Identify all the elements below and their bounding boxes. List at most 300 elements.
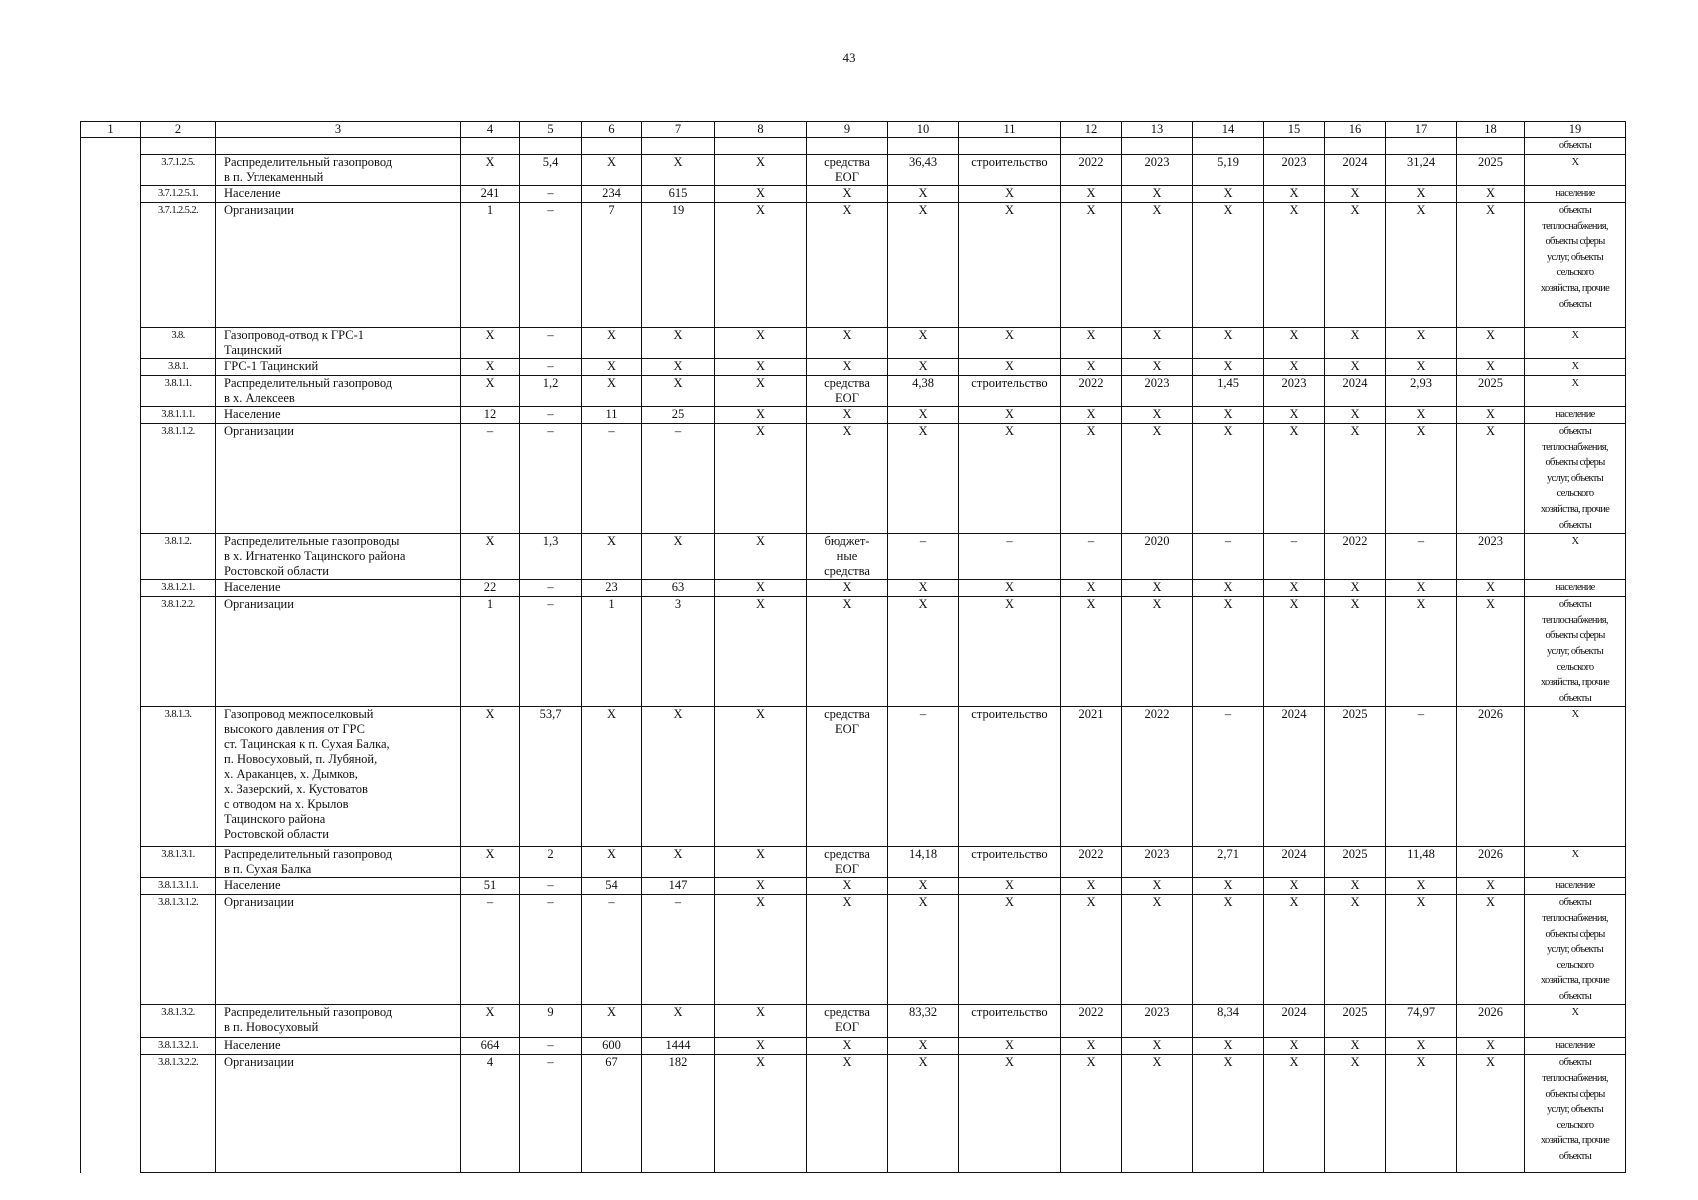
table-cell: X — [888, 424, 959, 534]
table-cell: объекты — [1525, 138, 1626, 155]
table-row — [81, 407, 1626, 424]
table-cell: Газопровод межпоселковый высокого давления от ГРС ст. Тацинская к п. Сухая Балка, п. Новосуховый, п. Лубяной, х. Араканцев, х. Дымков, х. Зазерский, х. Кустоватов с отводом на х. Крылов Тацинского района Ростовской области — [216, 707, 461, 847]
table-cell: – — [520, 1055, 582, 1173]
table-cell: 2024 — [1325, 155, 1386, 186]
table-cell: X — [461, 155, 520, 186]
table-cell: население — [1525, 186, 1626, 203]
table-cell: 2023 — [1122, 847, 1193, 878]
table-cell: X — [1193, 878, 1264, 895]
table-cell: средства ЕОГ — [807, 1005, 888, 1038]
table-cell: 2024 — [1264, 707, 1325, 847]
table-cell: 74,97 — [1386, 1005, 1457, 1038]
table-cell: X — [807, 359, 888, 376]
table-cell: X — [1525, 534, 1626, 580]
table-cell: X — [807, 328, 888, 359]
table-cell: 2024 — [1264, 847, 1325, 878]
table-cell: X — [642, 155, 715, 186]
table-row — [81, 424, 1626, 534]
table-cell: X — [1457, 580, 1525, 597]
table-cell: X — [461, 359, 520, 376]
table-cell: – — [1061, 534, 1122, 580]
table-cell: X — [582, 847, 642, 878]
table-cell — [216, 138, 461, 155]
table-cell: X — [1457, 407, 1525, 424]
table-row — [81, 1005, 1626, 1038]
table-cell: X — [1193, 328, 1264, 359]
table-cell: X — [888, 203, 959, 328]
header-cell: 5 — [520, 122, 582, 138]
table-cell: X — [1457, 359, 1525, 376]
table-cell: X — [1386, 1055, 1457, 1173]
table-cell: X — [959, 328, 1061, 359]
table-cell — [1122, 138, 1193, 155]
table-cell: Население — [216, 186, 461, 203]
table-cell: 2023 — [1264, 155, 1325, 186]
table-cell: X — [1325, 580, 1386, 597]
table-cell: X — [888, 597, 959, 707]
table-cell: X — [1386, 424, 1457, 534]
table-cell: X — [1193, 407, 1264, 424]
table-cell: X — [959, 580, 1061, 597]
table-cell: бюджет- ные средства — [807, 534, 888, 580]
table-cell: X — [1457, 186, 1525, 203]
table-cell: X — [461, 847, 520, 878]
header-cell: 18 — [1457, 122, 1525, 138]
table-row — [81, 203, 1626, 328]
table-cell — [1325, 138, 1386, 155]
table-cell: X — [461, 376, 520, 407]
table-row — [81, 580, 1626, 597]
header-cell: 1 — [81, 122, 141, 138]
table-cell: X — [461, 328, 520, 359]
table-cell: X — [642, 707, 715, 847]
table-cell: X — [1122, 407, 1193, 424]
table-row — [81, 1038, 1626, 1055]
table-cell: X — [1264, 597, 1325, 707]
table-cell: – — [888, 707, 959, 847]
table-cell: 67 — [582, 1055, 642, 1173]
table-row — [81, 895, 1626, 1005]
table-cell: Население — [216, 878, 461, 895]
table-cell: X — [959, 1038, 1061, 1055]
table-row — [81, 138, 1626, 155]
header-cell: 15 — [1264, 122, 1325, 138]
table-cell: 3.8.1.3.1. — [141, 847, 216, 878]
table-cell: X — [1193, 203, 1264, 328]
table-cell: X — [642, 328, 715, 359]
table-row — [81, 186, 1626, 203]
table-cell: строительство — [959, 155, 1061, 186]
table-cell: средства ЕОГ — [807, 155, 888, 186]
table-cell: X — [1061, 895, 1122, 1005]
table-cell: – — [520, 1038, 582, 1055]
table-cell: X — [1386, 878, 1457, 895]
table-cell: 53,7 — [520, 707, 582, 847]
table-cell: X — [1193, 597, 1264, 707]
table-cell: X — [582, 534, 642, 580]
table-cell: X — [642, 534, 715, 580]
table-cell: 3.8.1.1.2. — [141, 424, 216, 534]
table-cell: X — [1325, 597, 1386, 707]
table-cell: X — [715, 186, 807, 203]
table-row — [81, 155, 1626, 186]
table-cell: X — [1061, 186, 1122, 203]
header-cell: 9 — [807, 122, 888, 138]
table-cell: 54 — [582, 878, 642, 895]
table-cell: 2022 — [1061, 376, 1122, 407]
table-cell: X — [1122, 359, 1193, 376]
table-cell: X — [1386, 328, 1457, 359]
table-cell: X — [715, 580, 807, 597]
table-cell: X — [1193, 580, 1264, 597]
table-cell: X — [807, 203, 888, 328]
table-cell: X — [1264, 186, 1325, 203]
table-cell: 2025 — [1457, 155, 1525, 186]
table-cell: 3.8.1.2. — [141, 534, 216, 580]
table-cell: X — [1386, 359, 1457, 376]
table-cell: X — [959, 878, 1061, 895]
header-cell: 16 — [1325, 122, 1386, 138]
table-cell: X — [1525, 328, 1626, 359]
table-cell: 2024 — [1325, 376, 1386, 407]
table-cell: X — [888, 1055, 959, 1173]
table-cell: X — [959, 407, 1061, 424]
table-cell: 2 — [520, 847, 582, 878]
table-cell: Население — [216, 1038, 461, 1055]
table-cell: – — [1386, 534, 1457, 580]
table-cell: X — [582, 359, 642, 376]
table-row — [81, 1055, 1626, 1173]
table-cell: – — [520, 580, 582, 597]
table-cell: X — [1061, 328, 1122, 359]
table-cell: – — [642, 895, 715, 1005]
table-cell: X — [1525, 376, 1626, 407]
table-cell: 234 — [582, 186, 642, 203]
table-cell: 5,19 — [1193, 155, 1264, 186]
table-cell: X — [1386, 407, 1457, 424]
table-cell: 664 — [461, 1038, 520, 1055]
header-cell: 8 — [715, 122, 807, 138]
table-cell: 2,93 — [1386, 376, 1457, 407]
table-cell: X — [715, 155, 807, 186]
table-cell: X — [1386, 580, 1457, 597]
table-cell: – — [520, 359, 582, 376]
table-cell: X — [959, 203, 1061, 328]
table-cell: X — [1193, 424, 1264, 534]
table-cell: население — [1525, 878, 1626, 895]
table-cell: X — [888, 407, 959, 424]
table-cell: X — [959, 186, 1061, 203]
table-cell: 19 — [642, 203, 715, 328]
table-cell: X — [1525, 1005, 1626, 1038]
table-cell: – — [461, 424, 520, 534]
table-cell: X — [1325, 1055, 1386, 1173]
table-cell: 11 — [582, 407, 642, 424]
table-cell: X — [1264, 1055, 1325, 1173]
table-cell: 7 — [582, 203, 642, 328]
table-cell: X — [807, 597, 888, 707]
table-cell — [582, 138, 642, 155]
table-cell: X — [582, 376, 642, 407]
table-cell: Организации — [216, 597, 461, 707]
table-cell: X — [1325, 895, 1386, 1005]
table-cell: X — [1122, 186, 1193, 203]
table-cell: 2024 — [1264, 1005, 1325, 1038]
table-cell: X — [888, 359, 959, 376]
table-cell: 14,18 — [888, 847, 959, 878]
table-cell: – — [1386, 707, 1457, 847]
table-cell: X — [715, 895, 807, 1005]
table-cell: 51 — [461, 878, 520, 895]
table-cell: X — [1457, 1038, 1525, 1055]
table-cell: X — [715, 407, 807, 424]
table-cell: 9 — [520, 1005, 582, 1038]
table-cell: X — [1457, 878, 1525, 895]
header-row — [81, 122, 1626, 138]
header-cell: 7 — [642, 122, 715, 138]
table-cell: средства ЕОГ — [807, 376, 888, 407]
table-cell: X — [1457, 424, 1525, 534]
table-cell: 83,32 — [888, 1005, 959, 1038]
table-cell: 3.7.1.2.5.2. — [141, 203, 216, 328]
table-cell: X — [888, 895, 959, 1005]
table-cell: X — [1193, 895, 1264, 1005]
table-cell: X — [715, 878, 807, 895]
table-cell: объекты теплоснабжения, объекты сферы услуг, объекты сельского хозяйства, прочие объекты — [1525, 597, 1626, 707]
table-cell: 3.8.1.1.1. — [141, 407, 216, 424]
table-cell: X — [1061, 424, 1122, 534]
table-cell: объекты теплоснабжения, объекты сферы услуг, объекты сельского хозяйства, прочие объекты — [1525, 1055, 1626, 1173]
header-cell: 3 — [216, 122, 461, 138]
table-cell: – — [888, 534, 959, 580]
table-cell: – — [520, 424, 582, 534]
table-row — [81, 359, 1626, 376]
table-cell: строительство — [959, 847, 1061, 878]
table-cell: Организации — [216, 203, 461, 328]
table-cell: 615 — [642, 186, 715, 203]
table-cell: 5,4 — [520, 155, 582, 186]
table-cell: 2022 — [1061, 847, 1122, 878]
table-cell: 3.8.1. — [141, 359, 216, 376]
table-cell: X — [1457, 895, 1525, 1005]
table-cell: 3.8.1.2.1. — [141, 580, 216, 597]
table-cell: X — [888, 1038, 959, 1055]
table-cell: 3.8.1.3.2.2. — [141, 1055, 216, 1173]
table-cell: X — [1325, 878, 1386, 895]
table-cell: X — [461, 707, 520, 847]
table-cell: X — [642, 359, 715, 376]
table-cell: ГРС-1 Тацинский — [216, 359, 461, 376]
table-row — [81, 707, 1626, 847]
table-cell: X — [1264, 580, 1325, 597]
table-cell: X — [1264, 895, 1325, 1005]
table-cell: объекты теплоснабжения, объекты сферы услуг, объекты сельского хозяйства, прочие объекты — [1525, 895, 1626, 1005]
table-cell: 3.8.1.1. — [141, 376, 216, 407]
data-table — [80, 121, 1626, 1173]
table-cell: – — [520, 407, 582, 424]
table-cell: 31,24 — [1386, 155, 1457, 186]
table-cell: X — [715, 376, 807, 407]
table-cell: 2023 — [1122, 376, 1193, 407]
table-cell: X — [1122, 203, 1193, 328]
table-cell: 3.8.1.2.2. — [141, 597, 216, 707]
table-cell — [959, 138, 1061, 155]
table-cell: X — [642, 1005, 715, 1038]
table-cell: 3.8.1.3.2.1. — [141, 1038, 216, 1055]
table-row — [81, 597, 1626, 707]
table-cell: X — [715, 328, 807, 359]
table-cell: X — [715, 534, 807, 580]
table-cell: Распределительный газопровод в х. Алексеев — [216, 376, 461, 407]
table-cell — [715, 138, 807, 155]
table-cell: 2022 — [1061, 155, 1122, 186]
table-cell-col1 — [81, 138, 141, 1173]
table-cell: X — [807, 407, 888, 424]
table-cell: X — [807, 424, 888, 534]
table-cell: 2022 — [1061, 1005, 1122, 1038]
table-cell: X — [1122, 328, 1193, 359]
table-cell: X — [1525, 847, 1626, 878]
table-cell: строительство — [959, 1005, 1061, 1038]
table-cell: 1444 — [642, 1038, 715, 1055]
table-cell: – — [520, 895, 582, 1005]
table-cell: 1,3 — [520, 534, 582, 580]
table-cell: X — [1325, 359, 1386, 376]
table-cell: X — [807, 186, 888, 203]
table-cell: объекты теплоснабжения, объекты сферы услуг, объекты сельского хозяйства, прочие объекты — [1525, 203, 1626, 328]
table-cell: 1 — [461, 597, 520, 707]
header-cell: 10 — [888, 122, 959, 138]
table-cell: – — [520, 186, 582, 203]
table-cell: 147 — [642, 878, 715, 895]
table-cell: X — [807, 895, 888, 1005]
table-cell: – — [959, 534, 1061, 580]
table-cell: 1,2 — [520, 376, 582, 407]
header-cell: 4 — [461, 122, 520, 138]
table-cell: – — [1193, 534, 1264, 580]
table-cell: 1 — [461, 203, 520, 328]
table-cell: строительство — [959, 376, 1061, 407]
table-cell: Распределительный газопровод в п. Сухая Балка — [216, 847, 461, 878]
table-cell: X — [959, 895, 1061, 1005]
page-number: 43 — [842, 50, 856, 65]
table-cell — [1386, 138, 1457, 155]
table-cell: 3.7.1.2.5.1. — [141, 186, 216, 203]
table-cell: X — [1386, 203, 1457, 328]
table-cell: Организации — [216, 424, 461, 534]
table-cell: 2025 — [1325, 1005, 1386, 1038]
table-cell: X — [715, 1038, 807, 1055]
table-cell: 1 — [582, 597, 642, 707]
table-cell: X — [1457, 1055, 1525, 1173]
table-cell: X — [1193, 186, 1264, 203]
header-cell: 17 — [1386, 122, 1457, 138]
table-cell — [642, 138, 715, 155]
table-cell: 3 — [642, 597, 715, 707]
table-cell: 2020 — [1122, 534, 1193, 580]
table-cell: Население — [216, 580, 461, 597]
table-cell: – — [1264, 534, 1325, 580]
table-cell: 11,48 — [1386, 847, 1457, 878]
table-cell: 2023 — [1122, 155, 1193, 186]
table-cell: X — [582, 328, 642, 359]
table-cell: X — [1061, 407, 1122, 424]
table-cell: 182 — [642, 1055, 715, 1173]
table-cell: – — [642, 424, 715, 534]
table-cell: – — [520, 203, 582, 328]
table-cell: X — [888, 186, 959, 203]
table-cell: 8,34 — [1193, 1005, 1264, 1038]
table-cell: 2025 — [1457, 376, 1525, 407]
table-cell: Распределительный газопровод в п. Новосуховый — [216, 1005, 461, 1038]
table-cell: Распределительные газопроводы в х. Игнатенко Тацинского района Ростовской области — [216, 534, 461, 580]
table-cell: 2023 — [1264, 376, 1325, 407]
table-cell: 2,71 — [1193, 847, 1264, 878]
table-cell: X — [959, 597, 1061, 707]
table-cell: Распределительный газопровод в п. Углекаменный — [216, 155, 461, 186]
table-cell: X — [1122, 895, 1193, 1005]
table-cell: – — [520, 878, 582, 895]
table-cell: Газопровод-отвод к ГРС-1 Тацинский — [216, 328, 461, 359]
table-cell: 2025 — [1325, 847, 1386, 878]
table-cell: X — [1264, 878, 1325, 895]
table-cell: X — [642, 847, 715, 878]
table-cell: X — [582, 707, 642, 847]
table-cell: 2023 — [1457, 534, 1525, 580]
table-cell: 2026 — [1457, 847, 1525, 878]
table-cell: X — [1325, 1038, 1386, 1055]
table-cell: – — [520, 328, 582, 359]
table-cell: X — [1122, 580, 1193, 597]
table-cell: средства ЕОГ — [807, 847, 888, 878]
table-cell: 63 — [642, 580, 715, 597]
table-cell: X — [715, 359, 807, 376]
table-cell — [807, 138, 888, 155]
header-cell: 19 — [1525, 122, 1626, 138]
table-cell: X — [1525, 707, 1626, 847]
table-cell: X — [1264, 328, 1325, 359]
table-cell: 12 — [461, 407, 520, 424]
table-cell: X — [1193, 1038, 1264, 1055]
header-cell: 14 — [1193, 122, 1264, 138]
table-cell: X — [715, 707, 807, 847]
table-cell: X — [1386, 597, 1457, 707]
table-cell: X — [1264, 407, 1325, 424]
table-cell: X — [888, 878, 959, 895]
table-cell: 3.8.1.3. — [141, 707, 216, 847]
table-cell: 4 — [461, 1055, 520, 1173]
table-cell: – — [582, 895, 642, 1005]
table-cell: X — [642, 376, 715, 407]
table-cell: X — [807, 1055, 888, 1173]
table-row — [81, 878, 1626, 895]
table-cell: X — [1525, 359, 1626, 376]
table-cell: 3.8.1.3.2. — [141, 1005, 216, 1038]
table-cell: X — [1457, 328, 1525, 359]
table-cell: X — [1457, 597, 1525, 707]
table-cell: 2026 — [1457, 707, 1525, 847]
table-cell: X — [807, 580, 888, 597]
table-cell: X — [1193, 359, 1264, 376]
table-cell: X — [1264, 359, 1325, 376]
table-cell: X — [1386, 1038, 1457, 1055]
table-cell: 36,43 — [888, 155, 959, 186]
table-cell: Организации — [216, 895, 461, 1005]
table-cell: X — [461, 1005, 520, 1038]
table-cell: X — [1061, 1038, 1122, 1055]
table-cell: 2022 — [1325, 534, 1386, 580]
table-cell: X — [1122, 878, 1193, 895]
